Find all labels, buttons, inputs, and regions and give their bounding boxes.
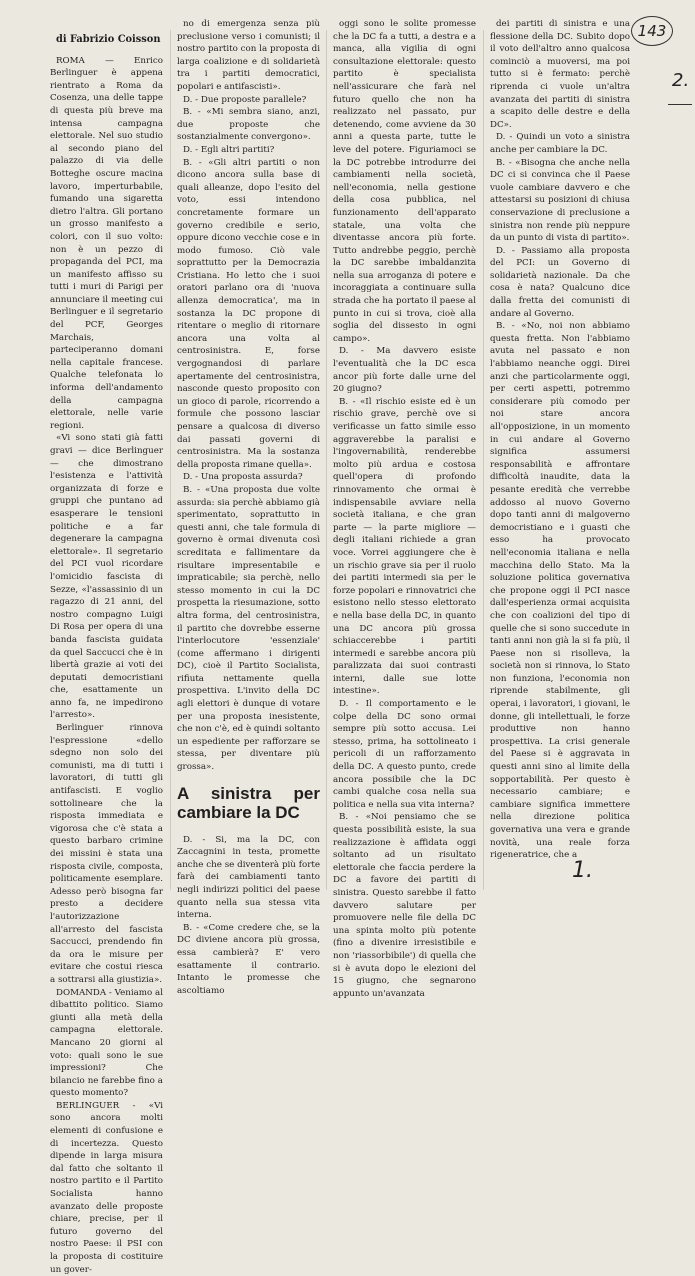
- column-divider: [170, 30, 171, 890]
- paragraph: B. - «Gli altri partiti o non dicono ancora sulla base di quali alleanze, dopo l'esito del voto, essi intendono concretamente formare un governo credibile e serio, oppure dicono vecchie cose e in modo fumoso. Ciò vale soprattutto per la Democrazia Cristiana. Ho letto che i suoi oratori parlano ora di 'nuova allenza democratica', ma in sostanza la DC propone di ritentare o meglio di ritornare ancora una volta al centrosinistra. E, forse vergognandosi di parlare apertamente del centrosinistra, nasconde questo proposito con un gioco di parole, ricorrendo a formule che possono lasciar pensare a qualcosa di diverso dai passati governi di centrosinistra. Ma la sostanza della proposta rimane quella».: [177, 157, 320, 470]
- article-column-1: [50, 18, 163, 1276]
- end-mark-annotation: 1.: [572, 858, 593, 883]
- paragraph: B. - «Il rischio esiste ed è un rischio grave, perchè ove si verificasse un fatto simile esso aggraverebbe la paralisi e l'ingovernabilità, renderebbe molto più ardua e costosa quell'opera di profondo rinnovamento che ormai è indispensabile avviare nella società italiana, e che gran parte — la parte migliore — degli italiani richiede a gran voce. Vorrei aggiungere che è un rischio grave sia per il ruolo dei partiti intermedi sia per le forze popolari e rinnovatrici che esistono nello stesso elettorato e nella base della DC, in quanto una DC ancora più grossa schiaccerebbe i partiti intermedi e sarebbe ancora più paralizzata dai suoi contrasti interni, dalle sue lotte intestine».: [333, 396, 476, 697]
- paragraph: B. - «Come credere che, se la DC diviene ancora più grossa, essa cambierà? E' vero esattamente il contrario. Intanto le promesse che ascoltiamo: [177, 922, 320, 996]
- paragraph: oggi sono le solite promesse che la DC fa a tutti, a destra e a manca, alla vigilia di ogni consultazione elettorale: questo partito è specialista nell'assicurare che farà nel futuro quello che non ha realizzato nel passato, pur detenendo, come avviene da 30 anni a questa parte, tutte le leve del potere. Figuriamoci se la DC potrebbe introdurre dei cambiamenti nella società, nell'economia, nella gestione della cosa pubblica, nel funzionamento dell'apparato statale, una volta che diventasse ancora più forte. Tutto andrebbe peggio, perchè la DC sarebbe imbaldanzita nella sua arroganza di potere e incoraggiata a continuare sulla strada che ha portato il paese al punto in cui si trova, cioè alla soglia del dissesto in ogni campo».: [333, 19, 476, 344]
- paragraph: «Vi sono stati già fatti gravi — dice Berlinguer — che dimostrano l'esistenza e l'attività organizzata di forze e gruppi che puntano ad esasperare le tensioni politiche e a far degenerare la campagna elettorale». Il segretario del PCI vuol ricordare l'omicidio fascista di Sezze, «l'assassinio di un ragazzo di 21 anni, del nostro compagno Luigi Di Rosa per opera di una banda fascista guidata da quel Saccucci che è in libertà grazie ai voti dei deputati democristiani che, esattamente un anno fa, ne impedirono l'arresto».: [50, 433, 163, 721]
- paragraph: B. - «Noi pensiamo che se questa possibilità esiste, la sua realizzazione è affidata oggi soltanto ad un risultato elettorale che faccia perdere la DC a favore dei partiti di sinistra. Questo sarebbe il fatto davvero salutare per promuovere nelle file della DC una spinta molto più potente (fino a divenire irresistibile e non 'riassorbibile') di quella che si è avuta dopo le elezioni del 15 giugno, che segnarono appunto un'avanzata: [333, 812, 476, 999]
- article-column-4: [490, 18, 630, 862]
- paragraph: D. - Egli altri partiti?: [183, 144, 275, 155]
- page-number-annotation: 143: [631, 16, 673, 46]
- paragraph: B. - «Una proposta due volte assurda: sia perchè abbiamo già sperimentato, soprattutto in questi anni, che tale formula di governo è ormai divenuta così screditata e fallimentare da risultare impresentabile e impraticabile; sia perchè, nello stesso momento in cui la DC prospetta la riesumazione, sotto altra forma, del centrosinistra, il partito che dovrebbe esserne l'interlocutore 'essenziale' (come affermano i dirigenti DC), cioè il Partito Socialista, rifiuta nettamente quella prospettiva. L'invito della DC agli elettori è dunque di votare per una proposta inesistente, che non c'è, ed è quindi soltanto un espediente per rafforzare se stessa, per diventare più grossa».: [177, 484, 320, 773]
- paragraph: B. - «No, noi non abbiamo questa fretta. Non l'abbiamo avuta nel passato e non l'abbiamo neanche oggi. Direi anzi che particolarmente oggi, per certi aspetti, potremmo considerare più comodo per noi stare ancora all'opposizione, in un momento in cui andare al Governo significa assumersi responsabilità e affrontare difficoltà inaudite, data la pesante eredità che verrebbe addosso al nuovo Governo dopo tanti anni di malgoverno democristiano e i guasti che esso ha provocato nell'economia italiana e nella macchina dello Stato. Ma la soluzione politica governativa che propone oggi il PCI nasce dall'esperienza ormai acquisita che con coalizioni del tipo di quelle che si sono succedute in tanti anni non già la si fa più, il Paese non si risolleva, la società non si rinnova, lo Stato non funziona, l'economia non riprende stabilmente, gli operai, i lavoratori, i giovani, le donne, gli intellettuali, le forze produttive non hanno prospettiva. La crisi generale del Paese si è aggravata in questi anni sino al limite della sopportabilità. Per questo è necessario cambiare; e cambiare significa immettere nella direzione politica governativa una vera e grande novità, una reale forza rigeneratrice, che a: [490, 321, 630, 861]
- column-divider: [483, 30, 484, 890]
- paragraph: D. - Il comportamento e le colpe della DC sono ormai sempre più sotto accusa. Lei stesso, prima, ha sottolineato i pericoli di un rafforzamento della DC. A questo punto, crede ancora possibile che la DC cambi qualche cosa nella sua politica e nella sua vita interna?: [333, 699, 476, 810]
- article-column-3: [333, 18, 476, 1000]
- margin-underline: [668, 104, 692, 105]
- paragraph: D. - Passiamo alla proposta del PCI: un Governo di solidarietà nazionale. Da che cosa è nata? Qualcuno dice dalla fretta dei comunisti di andare al Governo.: [490, 245, 630, 319]
- paragraph: D. - Quindi un voto a sinistra anche per cambiare la DC.: [490, 132, 630, 155]
- paragraph: D. - Si, ma la DC, con Zaccagnini in testa, promette anche che se diventerà più forte farà dei cambiamenti tanto negli indirizzi politici del paese quanto nella sua stessa vita interna.: [177, 834, 320, 921]
- paragraph: no di emergenza senza più preclusione verso i comunisti; il nostro partito con la proposta di larga coalizione e di solidarietà tra i partiti democratici, popolari e antifascisti».: [177, 19, 320, 92]
- paragraph: dei partiti di sinistra e una flessione della DC. Subito dopo il voto dell'altro anno qualcosa cominciò a muoversi, ma poi tutto si è fermato: perchè riprenda ci vuole un'altra avanzata dei partiti di sinistra a scapito delle destre e della DC».: [490, 19, 630, 130]
- paragraph: DOMANDA - Veniamo al dibattito politico. Siamo giunti alla metà della campagna elettorale. Mancano 20 giorni al voto: quali sono le sue impressioni? Che bilancio ne farebbe fino a questo momento?: [50, 987, 163, 1099]
- byline: di Fabrizio Coisson: [56, 34, 161, 45]
- paragraph: ROMA — Enrico Berlinguer è appena rientrato a Roma da Cosenza, una delle tappe di questa più breve ma intensa campagna elettorale. Nel suo studio al secondo piano del palazzo di via delle Botteghe oscure macina lavoro, imperturbabile, fumando una sigaretta dietro l'altra. Gli portano un grosso manifesto a colori, con il suo volto: non è un pezzo di propaganda del PCI, ma un manifesto affisso su tutti i muri di Parigi per annunciare il meeting cui Berlinguer e il segretario del PCF, Georges Marchais, parteciperanno domani nella capitale francese. Qualche telefonata lo informa dell'andamento della campagna elettorale, nelle varie regioni.: [50, 55, 163, 431]
- paragraph: B. - «Mi sembra siano, anzi, due proposte che sostanzialmente convergono».: [177, 107, 320, 143]
- margin-number-annotation: 2.: [672, 70, 690, 91]
- paragraph: BERLINGUER - «Vi sono ancora molti elementi di confusione e di incertezza. Questo dipende in larga misura dal fatto che soltanto il nostro partito e il Partito Socialista hanno avanzato delle proposte chiare, precise, per il futuro governo del nostro Paese: il PSI con la proposta di costituire un gover-: [50, 1100, 163, 1275]
- article-column-2: [177, 18, 320, 997]
- paragraph: B. - «Bisogna che anche nella DC ci si convinca che il Paese vuole cambiare davvero e che attestarsi su posizioni di chiusa conservazione di preclusione a sinistra non rende più neppure da un punto di vista di partito».: [490, 157, 630, 244]
- section-headline: A sinistra per cambiare la DC: [177, 783, 320, 822]
- column-divider: [326, 30, 327, 890]
- paragraph: Berlinguer rinnova l'espressione «dello sdegno non solo dei comunisti, ma di tutti i lavoratori, di tutti gli antifascisti. E voglio sottolineare che la risposta immediata e vigorosa che c'è stata a questo barbaro crimine dei missini è stata una risposta civile, composta, politicamente esemplare. Adesso però bisogna far presto a decidere l'autorizzazione all'arresto del fascista Saccucci, prendendo fin da ora le misure per evitare che costui riesca a sottrarsi alla giustizia».: [50, 723, 163, 985]
- paragraph: D. - Due proposte parallele?: [183, 94, 307, 105]
- paragraph: D. - Una proposta assurda?: [183, 472, 303, 483]
- paragraph: D. - Ma davvero esiste l'eventualità che la DC esca ancor più forte dalle urne del 20 giugno?: [333, 346, 476, 395]
